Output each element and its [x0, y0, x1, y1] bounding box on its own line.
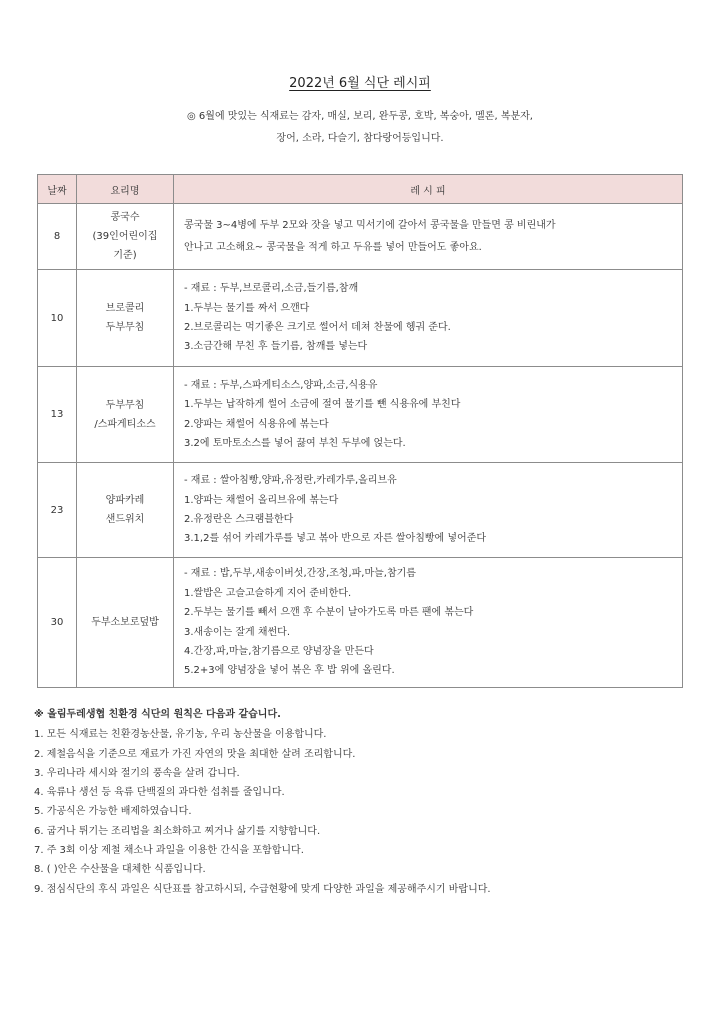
row-day: 8	[38, 204, 77, 270]
page-title	[0, 72, 720, 91]
recipe-line: 1.양파는 채썰어 올리브유에 볶는다	[184, 494, 339, 506]
intro-text	[100, 106, 620, 150]
dish-line: 두부무침	[105, 322, 145, 333]
recipe-line: 3.새송이는 잘게 채썬다.	[184, 626, 291, 638]
header-recipe: 레 시 피	[174, 175, 683, 204]
principle-item: 3. 우리나라 세시와 절기의 풍속을 살려 갑니다.	[34, 767, 240, 779]
recipe-line: 2.양파는 채썰어 식용유에 볶는다	[184, 418, 329, 430]
table-row	[38, 367, 683, 463]
page-title-text: 2022년 6월 식단 레시피	[289, 76, 431, 91]
dish-line: 브로콜리	[105, 303, 145, 314]
recipe-line: 3.2에 토마토소스를 넣어 끓여 부친 두부에 얹는다.	[184, 437, 406, 449]
dish-line: 두부무침	[105, 399, 145, 411]
recipe-table	[37, 174, 683, 688]
recipe-line: - 재료 : 두부,스파게티소스,양파,소금,식용유	[184, 379, 378, 391]
table-row	[38, 463, 683, 558]
principle-item: 9. 점심식단의 후식 과일은 식단표를 참고하시되, 수급현황에 맞게 다양한 과일을 제공해주시기 바랍니다.	[34, 883, 491, 895]
dish-line: 두부소보로덮밥	[91, 617, 159, 628]
recipe-line: 1.두부는 물기를 짜서 으깬다	[184, 302, 310, 314]
recipe-line: 4.간장,파,마늘,참기름으로 양념장을 만든다	[184, 645, 374, 657]
recipe-line: 콩국물 3~4병에 두부 2모와 잣을 넣고 믹서기에 갈아서 콩국물을 만들면 콩 비린내가	[184, 219, 556, 231]
recipe-line: - 재료 : 두부,브로콜리,소금,들기름,참깨	[184, 283, 359, 295]
recipe-line: 3.1,2를 섞어 카레가루를 넣고 볶아 반으로 자른 쌀아침빵에 넣어준다	[184, 533, 487, 545]
dish-line: 양파카레	[105, 495, 145, 506]
dish-line: 샌드위치	[105, 514, 145, 525]
principle-item: 4. 육류나 생선 등 육류 단백질의 과다한 섭취를 줄입니다.	[34, 787, 285, 799]
row-recipe	[174, 367, 683, 463]
recipe-line: 안나고 고소해요~ 콩국물을 적게 하고 두유를 넣어 만들어도 좋아요.	[184, 241, 482, 253]
recipe-line: 2.브로콜리는 먹기좋은 크기로 썰어서 데쳐 찬물에 헹궈 준다.	[184, 322, 451, 333]
row-day: 13	[38, 367, 77, 463]
row-day: 30	[38, 558, 77, 688]
principle-item: 6. 굽거나 튀기는 조리법을 최소화하고 찌거나 삶기를 지향합니다.	[34, 825, 321, 837]
row-dish	[77, 204, 174, 270]
principle-item: 8. ( )안은 수산물을 대체한 식품입니다.	[34, 864, 206, 876]
header-dish: 요리명	[77, 175, 174, 204]
table-row	[38, 204, 683, 270]
row-recipe	[174, 204, 683, 270]
principle-item: 5. 가공식은 가능한 배제하였습니다.	[34, 806, 192, 818]
row-recipe	[174, 463, 683, 558]
dish-line: 콩국수	[110, 212, 140, 223]
recipe-line: 2.유정란은 스크램블한다	[184, 514, 294, 525]
table-header-row	[38, 175, 683, 204]
principle-item: 7. 주 3회 이상 제철 채소나 과일을 이용한 간식을 포함합니다.	[34, 845, 304, 857]
row-day: 23	[38, 463, 77, 558]
dish-line: 기준)	[113, 250, 137, 261]
recipe-line: - 재료 : 밥,두부,새송이버섯,간장,조청,파,마늘,참기름	[184, 568, 416, 580]
principle-item: 2. 제철음식을 기준으로 재료가 가진 자연의 맛을 최대한 살려 조리합니다.	[34, 748, 356, 760]
intro-line-1: ◎ 6월에 맛있는 식재료는 감자, 매실, 보리, 완두콩, 호박, 복숭아, 멜론, 복분자,	[187, 111, 533, 122]
table-row	[38, 270, 683, 367]
row-dish	[77, 270, 174, 367]
recipe-line: 1.두부는 납작하게 썰어 소금에 절여 물기를 뺀 식용유에 부친다	[184, 399, 461, 411]
dish-line: /스파게티소스	[94, 418, 156, 430]
recipe-line: 5.2+3에 양념장을 넣어 볶은 후 밥 위에 올린다.	[184, 665, 395, 677]
dish-line: (39인어린이집	[92, 231, 158, 242]
recipe-line: 1.쌀밥은 고슬고슬하게 지어 준비한다.	[184, 587, 352, 599]
recipe-line: 3.소금간해 무친 후 들기름, 참깨를 넣는다	[184, 341, 368, 353]
row-recipe	[174, 558, 683, 688]
principles-section	[34, 705, 694, 899]
row-dish	[77, 463, 174, 558]
principles-heading: ※ 올림두레생협 친환경 식단의 원칙은 다음과 같습니다.	[34, 709, 281, 720]
principle-item: 1. 모든 식재료는 친환경농산물, 유기농, 우리 농산물을 이용합니다.	[34, 729, 327, 741]
header-day: 날짜	[38, 175, 77, 204]
table-row	[38, 558, 683, 688]
recipe-line: 2.두부는 물기를 빼서 으깬 후 수분이 날아가도록 마른 팬에 볶는다	[184, 607, 474, 619]
row-dish	[77, 558, 174, 688]
row-recipe	[174, 270, 683, 367]
row-day: 10	[38, 270, 77, 367]
recipe-line: - 재료 : 쌀아침빵,양파,유정란,카레가루,올리브유	[184, 475, 397, 487]
row-dish	[77, 367, 174, 463]
intro-line-2: 장어, 소라, 다슬기, 참다랑어등입니다.	[276, 133, 444, 144]
